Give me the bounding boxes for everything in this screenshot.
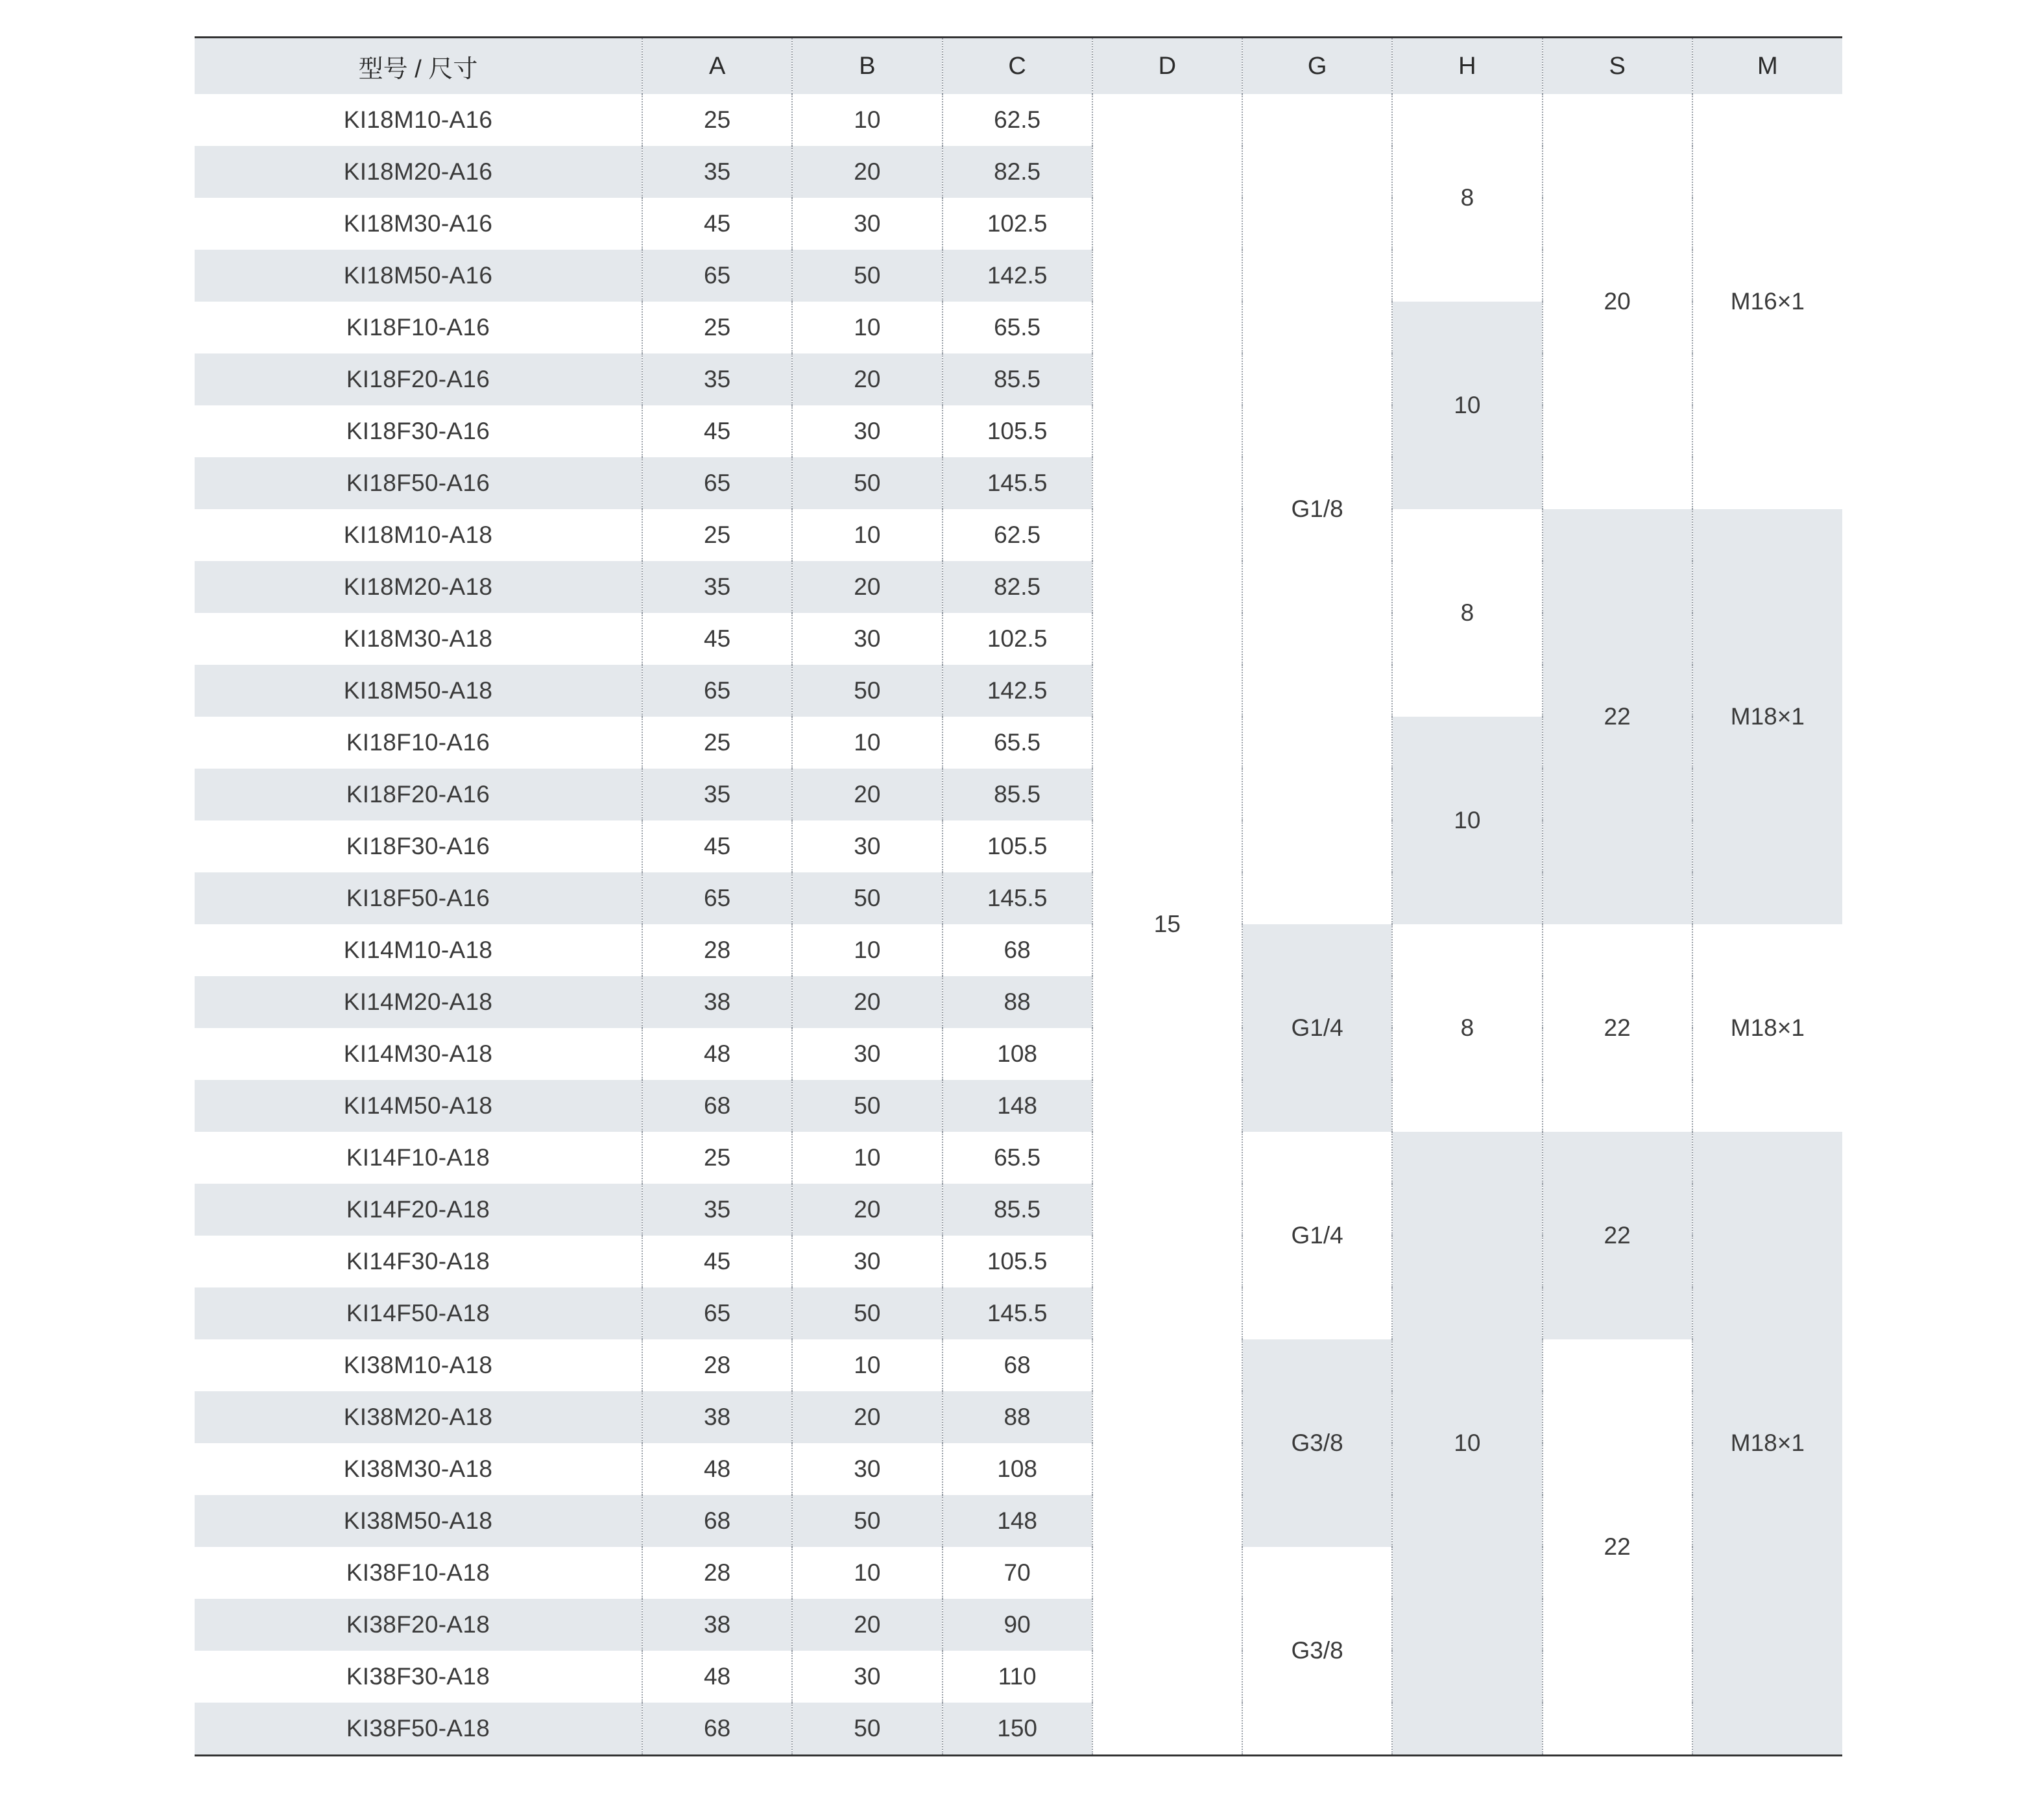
cell-b: 30 [792,1443,942,1495]
merged-cell-s: 22 [1543,1339,1692,1756]
model-cell: KI18M10-A16 [195,94,642,146]
model-cell: KI18M50-A16 [195,250,642,302]
merged-cell-g: G3/8 [1242,1547,1392,1756]
cell-b: 50 [792,1080,942,1132]
table-header-row [195,38,1842,95]
cell-b: 50 [792,1287,942,1339]
cell-b: 50 [792,665,942,717]
model-cell: KI18M10-A18 [195,509,642,561]
cell-a: 35 [642,769,792,820]
model-cell: KI38F50-A18 [195,1703,642,1756]
cell-c: 145.5 [943,457,1092,509]
cell-b: 10 [792,717,942,769]
cell-a: 25 [642,94,792,146]
header-m: M [1692,38,1842,95]
cell-c: 70 [943,1547,1092,1599]
model-cell: KI18F20-A16 [195,353,642,405]
cell-b: 20 [792,561,942,613]
cell-b: 20 [792,769,942,820]
cell-b: 30 [792,1028,942,1080]
cell-c: 65.5 [943,717,1092,769]
cell-c: 65.5 [943,302,1092,353]
merged-cell-s: 20 [1543,94,1692,509]
cell-b: 20 [792,1599,942,1651]
model-cell: KI38F30-A18 [195,1651,642,1703]
spec-table [195,36,1842,1756]
cell-c: 62.5 [943,94,1092,146]
merged-cell-s: 22 [1543,1132,1692,1339]
cell-b: 20 [792,146,942,198]
cell-c: 68 [943,1339,1092,1391]
cell-a: 65 [642,457,792,509]
cell-c: 105.5 [943,1236,1092,1287]
header-a: A [642,38,792,95]
cell-a: 68 [642,1495,792,1547]
table-row [195,1339,1842,1391]
merged-cell-g: G1/8 [1242,94,1392,924]
header-b: B [792,38,942,95]
cell-a: 45 [642,1236,792,1287]
cell-a: 38 [642,1391,792,1443]
merged-cell-d: 15 [1092,94,1242,1756]
cell-c: 65.5 [943,1132,1092,1184]
cell-b: 30 [792,198,942,250]
cell-c: 148 [943,1495,1092,1547]
cell-b: 10 [792,302,942,353]
cell-b: 10 [792,1547,942,1599]
model-cell: KI14F20-A18 [195,1184,642,1236]
cell-c: 102.5 [943,198,1092,250]
header-h: H [1392,38,1542,95]
cell-a: 25 [642,717,792,769]
merged-cell-m: M18×1 [1692,924,1842,1132]
cell-c: 85.5 [943,1184,1092,1236]
model-cell: KI18M30-A16 [195,198,642,250]
cell-a: 65 [642,1287,792,1339]
model-cell: KI18F10-A16 [195,302,642,353]
cell-b: 20 [792,1391,942,1443]
cell-a: 68 [642,1080,792,1132]
merged-cell-s: 22 [1543,509,1692,924]
cell-c: 82.5 [943,146,1092,198]
cell-a: 28 [642,924,792,976]
model-cell: KI38M50-A18 [195,1495,642,1547]
cell-a: 65 [642,665,792,717]
cell-c: 142.5 [943,250,1092,302]
header-g: G [1242,38,1392,95]
cell-a: 35 [642,1184,792,1236]
merged-cell-h: 8 [1392,509,1542,717]
cell-b: 30 [792,1651,942,1703]
model-cell: KI18M20-A16 [195,146,642,198]
cell-b: 50 [792,457,942,509]
cell-b: 50 [792,1495,942,1547]
cell-c: 145.5 [943,872,1092,924]
merged-cell-h: 10 [1392,717,1542,924]
cell-a: 45 [642,820,792,872]
model-cell: KI18F10-A16 [195,717,642,769]
model-cell: KI18F30-A16 [195,405,642,457]
cell-a: 35 [642,561,792,613]
cell-a: 25 [642,509,792,561]
table-row [195,924,1842,976]
cell-b: 50 [792,872,942,924]
table-row [195,509,1842,561]
cell-b: 10 [792,509,942,561]
cell-b: 20 [792,1184,942,1236]
cell-a: 48 [642,1443,792,1495]
cell-c: 105.5 [943,405,1092,457]
cell-a: 28 [642,1339,792,1391]
merged-cell-g: G3/8 [1242,1339,1392,1547]
cell-a: 25 [642,302,792,353]
cell-a: 38 [642,1599,792,1651]
cell-c: 62.5 [943,509,1092,561]
merged-cell-h: 10 [1392,1132,1542,1756]
cell-b: 50 [792,1703,942,1756]
cell-c: 102.5 [943,613,1092,665]
merged-cell-m: M18×1 [1692,1132,1842,1756]
cell-c: 68 [943,924,1092,976]
merged-cell-s: 22 [1543,924,1692,1132]
model-cell: KI14M20-A18 [195,976,642,1028]
cell-c: 88 [943,1391,1092,1443]
cell-b: 50 [792,250,942,302]
cell-a: 65 [642,250,792,302]
model-cell: KI18F50-A16 [195,457,642,509]
model-cell: KI38F10-A18 [195,1547,642,1599]
cell-c: 145.5 [943,1287,1092,1339]
cell-a: 38 [642,976,792,1028]
cell-a: 45 [642,613,792,665]
cell-c: 148 [943,1080,1092,1132]
model-cell: KI18M50-A18 [195,665,642,717]
cell-c: 105.5 [943,820,1092,872]
model-cell: KI14M30-A18 [195,1028,642,1080]
cell-c: 142.5 [943,665,1092,717]
cell-b: 30 [792,1236,942,1287]
model-cell: KI14M10-A18 [195,924,642,976]
merged-cell-m: M18×1 [1692,509,1842,924]
merged-cell-h: 8 [1392,924,1542,1132]
model-cell: KI38M20-A18 [195,1391,642,1443]
header-c: C [943,38,1092,95]
cell-b: 30 [792,405,942,457]
cell-b: 30 [792,613,942,665]
header-s: S [1543,38,1692,95]
cell-c: 108 [943,1443,1092,1495]
model-cell: KI14F10-A18 [195,1132,642,1184]
model-cell: KI38M10-A18 [195,1339,642,1391]
cell-c: 85.5 [943,353,1092,405]
cell-a: 25 [642,1132,792,1184]
model-cell: KI14M50-A18 [195,1080,642,1132]
model-cell: KI18F50-A16 [195,872,642,924]
model-cell: KI18F20-A16 [195,769,642,820]
cell-a: 68 [642,1703,792,1756]
model-cell: KI14F50-A18 [195,1287,642,1339]
cell-c: 150 [943,1703,1092,1756]
cell-c: 82.5 [943,561,1092,613]
cell-c: 108 [943,1028,1092,1080]
merged-cell-m: M16×1 [1692,94,1842,509]
cell-a: 45 [642,198,792,250]
cell-a: 35 [642,353,792,405]
cell-b: 30 [792,820,942,872]
table-row [195,1132,1842,1184]
cell-b: 10 [792,94,942,146]
cell-a: 28 [642,1547,792,1599]
merged-cell-h: 10 [1392,302,1542,509]
model-cell: KI38M30-A18 [195,1443,642,1495]
cell-b: 20 [792,976,942,1028]
merged-cell-h: 8 [1392,94,1542,302]
model-cell: KI18F30-A16 [195,820,642,872]
cell-a: 48 [642,1651,792,1703]
cell-c: 90 [943,1599,1092,1651]
cell-b: 10 [792,924,942,976]
cell-a: 35 [642,146,792,198]
cell-c: 110 [943,1651,1092,1703]
table-row [195,94,1842,146]
merged-cell-g: G1/4 [1242,1132,1392,1339]
model-cell: KI18M30-A18 [195,613,642,665]
cell-b: 20 [792,353,942,405]
cell-c: 85.5 [943,769,1092,820]
cell-b: 10 [792,1132,942,1184]
header-d: D [1092,38,1242,95]
cell-a: 45 [642,405,792,457]
table-body [195,94,1842,1756]
model-cell: KI14F30-A18 [195,1236,642,1287]
cell-b: 10 [792,1339,942,1391]
cell-a: 65 [642,872,792,924]
merged-cell-g: G1/4 [1242,924,1392,1132]
cell-c: 88 [943,976,1092,1028]
header-model-size: 型号 / 尺寸 [195,38,642,95]
model-cell: KI18M20-A18 [195,561,642,613]
model-cell: KI38F20-A18 [195,1599,642,1651]
cell-a: 48 [642,1028,792,1080]
